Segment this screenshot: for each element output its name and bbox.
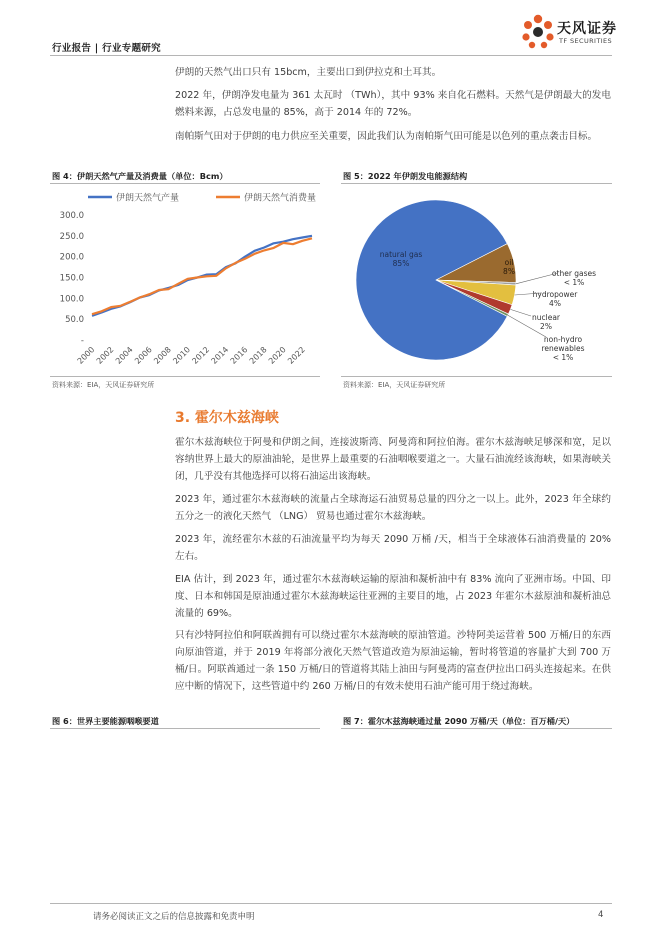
pie-slices bbox=[356, 200, 516, 360]
figure-7-title: 图 7：霍尔木兹海峡通过量 2090 万桶/天（单位：百万桶/天） bbox=[343, 716, 575, 726]
figure-5-top-rule bbox=[341, 183, 612, 184]
figure-6-top-rule bbox=[50, 728, 320, 729]
report-category: 行业报告 | 行业专题研究 bbox=[52, 43, 161, 54]
figure-7-top-rule bbox=[341, 728, 612, 729]
power-generation-mix-chart bbox=[341, 185, 613, 375]
figure-4-title: 图 4：伊朗天然气产量及消费量（单位：Bcm） bbox=[52, 171, 228, 181]
x-tick-label: 2014 bbox=[209, 345, 231, 366]
logo-chinese-name: 天风证券 bbox=[557, 21, 617, 37]
y-tick-label: 250.0 bbox=[59, 231, 84, 242]
paragraph-power-generation: 2022 年，伊朗净发电量为 361 太瓦时 （TWh），其中 93% 来自化石燃料。天然气是伊朗最大的发电燃料来源，占总发电量的 85%，高于 2014 年的 72%。 bbox=[175, 90, 611, 118]
page-header bbox=[0, 0, 662, 58]
x-tick-label: 2010 bbox=[171, 345, 193, 366]
logo-flower-icon bbox=[520, 14, 556, 52]
paragraph-bypass-pipelines: 只有沙特阿拉伯和阿联酋拥有可以绕过霍尔木兹海峡的原油管道。沙特阿美运营着 500 万桶/日的东西向原油管道，并于 2019 年将部分液化天然气管道改造为原油运输，暂时将管道的容量扩大到 700 万桶/日。阿联酋通过一条 150 万桶/日的管道将其陆上油田与阿曼湾的富查伊拉出口码头连接起来。在供应中断的情况下，这些管道中约 260 万桶/日的有效未使用石油产能可用于绕过海峡。 bbox=[175, 630, 611, 692]
figure-6-title: 图 6：世界主要能源咽喉要道 bbox=[52, 716, 159, 726]
figure-5-source: 资料来源：EIA，天风证券研究所 bbox=[343, 381, 446, 389]
y-tick-label: 300.0 bbox=[59, 211, 84, 221]
chart-series bbox=[92, 236, 312, 316]
series-line-1 bbox=[92, 238, 312, 314]
x-axis-ticks bbox=[76, 345, 307, 366]
y-axis-ticks bbox=[60, 211, 84, 346]
disclaimer-notice: 请务必阅读正文之后的信息披露和免责申明 bbox=[93, 912, 255, 922]
page-number: 4 bbox=[598, 910, 604, 920]
x-tick-label: 2012 bbox=[190, 345, 212, 366]
pie-label-non-hydro-renewables: non-hydro renewables < 1% bbox=[541, 335, 585, 362]
y-tick-label: 150.0 bbox=[59, 273, 84, 284]
legend-label-1: 伊朗天然气消费量 bbox=[244, 193, 317, 204]
paragraph-hormuz-flow: 2023 年，流经霍尔木兹的石油流量平均为每天 2090 万桶 /天，相当于全球液体石油消费量的 20% 左右。 bbox=[175, 534, 611, 562]
chart-legend bbox=[88, 192, 316, 204]
pie-label-hydropower: hydropower 4% bbox=[532, 290, 578, 308]
y-tick-label: 50.0 bbox=[65, 315, 84, 326]
pie-label-nuclear: nuclear 2% bbox=[531, 313, 561, 331]
paragraph-gas-exports: 伊朗的天然气出口只有 15bcm，主要出口到伊拉克和土耳其。 bbox=[175, 67, 442, 78]
x-tick-label: 2006 bbox=[133, 345, 154, 366]
y-tick-label: 100.0 bbox=[59, 294, 84, 305]
paragraph-hormuz-share: 2023 年，通过霍尔木兹海峡的流量占全球海运石油贸易总量的四分之一以上。此外，2023 年全球约五分之一的液化天然气 （LNG） 贸易也通过霍尔木兹海峡。 bbox=[175, 494, 611, 522]
gas-production-consumption-chart bbox=[50, 185, 322, 375]
x-tick-label: 2022 bbox=[286, 345, 307, 366]
x-tick-label: 2004 bbox=[113, 345, 135, 366]
company-logo bbox=[520, 14, 620, 54]
footer-divider bbox=[50, 903, 612, 904]
figure-4-source: 资料来源：EIA，天风证券研究所 bbox=[52, 381, 155, 389]
paragraph-hormuz-asia: EIA 估计，到 2023 年，通过霍尔木兹海峡运输的原油和凝析油中有 83% 流向了亚洲市场。中国、印度、日本和韩国是原油通过霍尔木兹海峡运往亚洲的主要目的地，占 2023 年霍尔木兹原油和凝析油总流量的 69%。 bbox=[175, 574, 611, 619]
figure-5-title: 图 5：2022 年伊朗发电能源结构 bbox=[343, 171, 468, 181]
x-tick-label: 2016 bbox=[228, 345, 250, 366]
figure-4-bottom-rule bbox=[50, 376, 320, 377]
figure-5-bottom-rule bbox=[341, 376, 612, 377]
paragraph-south-pars: 南帕斯气田对于伊朗的电力供应至关重要，因此我们认为南帕斯气田可能是以色列的重点袭击目标。 bbox=[175, 131, 598, 142]
pie-leader-line bbox=[516, 273, 558, 284]
legend-label-0: 伊朗天然气产量 bbox=[116, 193, 180, 204]
pie-leader-line bbox=[510, 309, 531, 316]
header-divider bbox=[50, 55, 612, 56]
y-tick-label: 200.0 bbox=[59, 252, 84, 263]
x-tick-label: 2002 bbox=[94, 345, 116, 366]
x-tick-label: 2008 bbox=[152, 345, 173, 366]
pie-label-natural-gas: natural gas 85% bbox=[379, 250, 423, 268]
paragraph-hormuz-location: 霍尔木兹海峡位于阿曼和伊朗之间，连接波斯湾、阿曼湾和阿拉伯海。霍尔木兹海峡足够深和宽，足以容纳世界上最大的原油油轮，是世界上最重要的石油咽喉要道之一。大量石油流经该海峡，如果海峡关闭，几乎没有其他选择可以将石油运出该海峡。 bbox=[175, 437, 611, 482]
figure-4-top-rule bbox=[50, 183, 320, 184]
pie-label-oil: oil 8% bbox=[503, 258, 515, 276]
x-tick-label: 2020 bbox=[266, 345, 288, 366]
y-tick-label: - bbox=[80, 336, 84, 346]
logo-english-name: TF SECURITIES bbox=[559, 37, 613, 45]
section-3-title: 3. 霍尔木兹海峡 bbox=[175, 410, 279, 426]
pie-label-other-gases: other gases < 1% bbox=[551, 269, 597, 287]
x-tick-label: 2000 bbox=[75, 345, 97, 366]
x-tick-label: 2018 bbox=[247, 345, 269, 366]
